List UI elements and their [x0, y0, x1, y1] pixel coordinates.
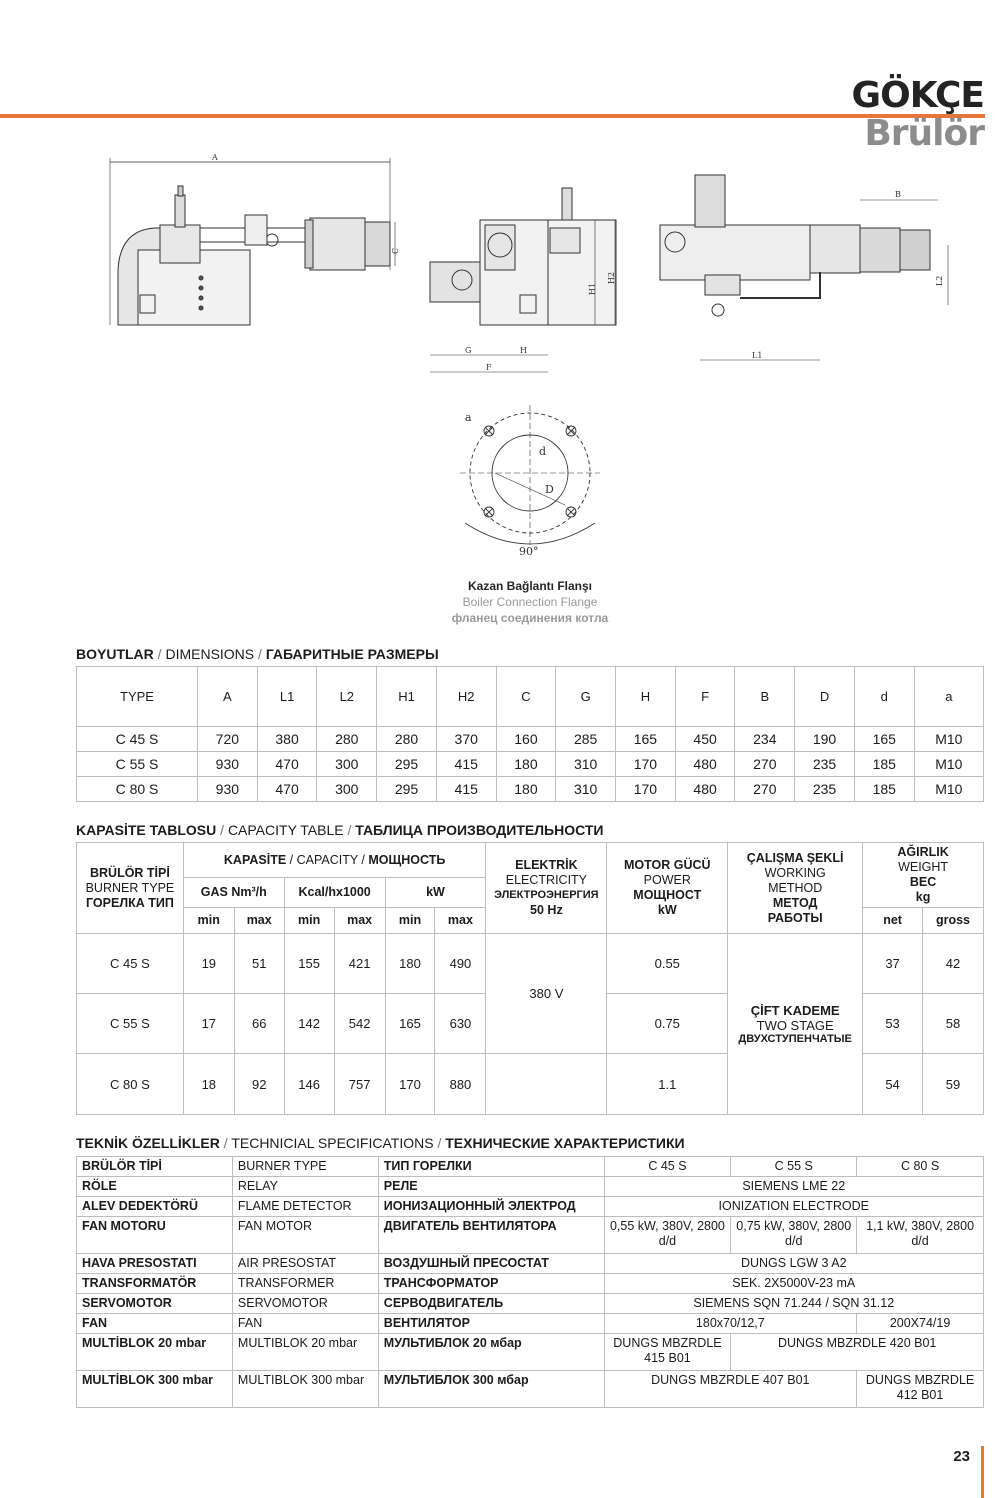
- spec-value: 1,1 kW, 380V, 2800 d/d: [857, 1217, 984, 1254]
- spec-ru: ТРАНСФОРМАТОР: [378, 1274, 604, 1294]
- capacity-table: [76, 842, 984, 1115]
- motor-en: POWER: [643, 873, 691, 887]
- spec-value: DUNGS LGW 3 A2: [604, 1254, 983, 1274]
- table-cell: 92: [234, 1054, 284, 1115]
- table-cell: 51: [234, 934, 284, 994]
- table-cell: M10: [914, 727, 983, 752]
- spec-ru: РЕЛЕ: [378, 1177, 604, 1197]
- table-cell: 930: [198, 752, 258, 777]
- electricity-header: [486, 843, 607, 934]
- dimensions-table: [76, 666, 984, 802]
- table-cell: 37: [863, 934, 923, 994]
- stage-tr: ÇİFT KADEME: [750, 1003, 840, 1018]
- flange-label-d: d: [539, 445, 547, 458]
- table-cell: 234: [735, 727, 795, 752]
- table-cell: 165: [854, 727, 914, 752]
- table-cell: C 45 S: [77, 727, 198, 752]
- table-cell: 310: [556, 777, 616, 802]
- working-ru2: РАБОТЫ: [767, 910, 823, 925]
- table-row: [77, 1177, 984, 1197]
- spec-value: 200X74/19: [857, 1314, 984, 1334]
- label-f: F: [486, 363, 492, 372]
- table-row: [77, 1274, 984, 1294]
- spec-value: DUNGS MBZRDLE 415 B01: [604, 1334, 731, 1371]
- table-cell: 1.1: [607, 1054, 728, 1115]
- table-cell: 757: [334, 1054, 385, 1115]
- min-label: min: [284, 908, 334, 934]
- weight-tr: AĞIRLIK: [897, 845, 949, 859]
- specs-title-ru: ТЕХНИЧЕСКИЕ ХАРАКТЕРИСТИКИ: [445, 1135, 685, 1151]
- table-cell: 59: [923, 1054, 984, 1115]
- table-row: [77, 727, 984, 752]
- specs-title: TEKNİK ÖZELLİKLER / TECHNICIAL SPECIFICATIONS / ТЕХНИЧЕСКИЕ ХАРАКТЕРИСТИКИ: [76, 1135, 685, 1151]
- spec-tr: RÖLE: [77, 1177, 233, 1197]
- spec-value: DUNGS MBZRDLE 412 B01: [857, 1371, 984, 1408]
- dim-header: a: [914, 667, 983, 727]
- table-cell: 295: [377, 777, 437, 802]
- spec-en: TRANSFORMER: [232, 1274, 378, 1294]
- capacity-title-en: CAPACITY TABLE: [227, 822, 344, 838]
- table-cell: 421: [334, 934, 385, 994]
- dim-header: G: [556, 667, 616, 727]
- label-h: H: [520, 346, 527, 355]
- dim-header: B: [735, 667, 795, 727]
- table-cell: 270: [735, 752, 795, 777]
- table-row: [77, 1314, 984, 1334]
- caption-ru: фланец соединения котла: [451, 611, 609, 625]
- table-cell: 415: [436, 752, 496, 777]
- kw-unit: kW: [385, 878, 486, 908]
- table-cell: 165: [616, 727, 676, 752]
- table-cell: 19: [183, 934, 234, 994]
- table-cell: 53: [863, 994, 923, 1054]
- capacity-head-en: CAPACITY: [296, 852, 358, 867]
- electricity-ru: ЭЛЕКТРОЭНЕРГИЯ: [494, 889, 599, 901]
- spec-value: 0,75 kW, 380V, 2800 d/d: [731, 1217, 857, 1254]
- logo-bottom: Brülör: [864, 113, 984, 154]
- table-cell: C 45 S: [77, 934, 184, 994]
- spec-ru: ИОНИЗАЦИОННЫЙ ЭЛЕКТРОД: [378, 1197, 604, 1217]
- dim-header: TYPE: [77, 667, 198, 727]
- spec-en: RELAY: [232, 1177, 378, 1197]
- table-cell: 280: [317, 727, 377, 752]
- table-cell: 0.55: [607, 934, 728, 994]
- spec-tr: TRANSFORMATÖR: [77, 1274, 233, 1294]
- table-cell: 880: [435, 1054, 486, 1115]
- table-cell: M10: [914, 752, 983, 777]
- table-row: [77, 1294, 984, 1314]
- burner-type-tr: BRÜLÖR TİPİ: [89, 865, 170, 880]
- flange-angle: 90°: [519, 545, 539, 558]
- spec-tr: SERVOMOTOR: [77, 1294, 233, 1314]
- spec-ru: ТИП ГОРЕЛКИ: [378, 1157, 604, 1177]
- table-cell: 235: [795, 752, 855, 777]
- label-b: B: [895, 190, 901, 199]
- dimensions-header-row: [77, 667, 984, 727]
- motor-unit: kW: [657, 903, 677, 917]
- table-cell: C 80 S: [77, 777, 198, 802]
- table-cell: 170: [616, 777, 676, 802]
- spec-value: C 55 S: [731, 1157, 857, 1177]
- capacity-title-tr: KAPASİTE TABLOSU: [76, 822, 217, 838]
- flange-label-a: a: [465, 411, 472, 424]
- weight-unit: kg: [915, 890, 931, 904]
- dim-header: F: [675, 667, 735, 727]
- table-cell: 0.75: [607, 994, 728, 1054]
- spec-tr: FAN MOTORU: [77, 1217, 233, 1254]
- motor-tr: MOTOR GÜCÜ: [623, 858, 711, 872]
- dim-header: H1: [377, 667, 437, 727]
- spec-en: FLAME DETECTOR: [232, 1197, 378, 1217]
- table-row: [77, 1254, 984, 1274]
- table-cell: 146: [284, 1054, 334, 1115]
- caption-en: Boiler Connection Flange: [462, 595, 598, 609]
- working-tr: ÇALIŞMA ŞEKLİ: [746, 850, 844, 865]
- table-cell: 165: [385, 994, 435, 1054]
- table-cell: 142: [284, 994, 334, 1054]
- table-cell: C 55 S: [77, 994, 184, 1054]
- label-a: A: [212, 153, 218, 162]
- spec-value: C 80 S: [857, 1157, 984, 1177]
- dim-header: C: [496, 667, 556, 727]
- working-ru1: МЕТОД: [772, 895, 818, 910]
- burner-type-en: BURNER TYPE: [85, 880, 175, 895]
- label-g: G: [465, 346, 472, 355]
- side-view-drawing: [110, 153, 400, 325]
- max-label: max: [435, 908, 486, 934]
- specs-table: [76, 1156, 984, 1408]
- table-cell: 185: [854, 752, 914, 777]
- table-cell: 190: [795, 727, 855, 752]
- specs-title-tr: TEKNİK ÖZELLİKLER: [76, 1135, 220, 1151]
- dimensions-title: BOYUTLAR / DIMENSIONS / ГАБАРИТНЫЕ РАЗМЕРЫ: [76, 646, 439, 662]
- dim-header: d: [854, 667, 914, 727]
- table-cell: 470: [257, 777, 317, 802]
- specs-title-en: TECHNICIAL SPECIFICATIONS: [231, 1135, 434, 1151]
- table-cell: C 55 S: [77, 752, 198, 777]
- spec-ru: МУЛЬТИБЛОК 20 мбар: [378, 1334, 604, 1371]
- front-view-drawing: [430, 188, 616, 372]
- stage-ru: ДВУХСТУПЕНЧАТЫЕ: [738, 1033, 852, 1045]
- table-cell: 280: [377, 727, 437, 752]
- table-cell: 58: [923, 994, 984, 1054]
- brand-logo: [851, 75, 984, 154]
- capacity-title: KAPASİTE TABLOSU / CAPACITY TABLE / ТАБЛИЦА ПРОИЗВОДИТЕЛЬНОСТИ: [76, 822, 604, 838]
- electricity-freq: 50 Hz: [530, 903, 563, 917]
- weight-ru: ВЕС: [909, 875, 937, 889]
- table-cell: [486, 1054, 607, 1115]
- spec-tr: HAVA PRESOSTATI: [77, 1254, 233, 1274]
- flange-caption: [400, 578, 660, 626]
- table-cell: 170: [385, 1054, 435, 1115]
- motor-header: [607, 843, 728, 934]
- label-l1: L1: [752, 351, 763, 360]
- table-cell: 300: [317, 752, 377, 777]
- table-cell: 185: [854, 777, 914, 802]
- spec-value: 0,55 kW, 380V, 2800 d/d: [604, 1217, 731, 1254]
- table-cell: 285: [556, 727, 616, 752]
- table-row: [77, 1371, 984, 1408]
- electricity-en: ELECTRICITY: [505, 873, 588, 887]
- dim-header: L1: [257, 667, 317, 727]
- table-row: [77, 752, 984, 777]
- label-h2: H2: [607, 271, 616, 284]
- table-cell: M10: [914, 777, 983, 802]
- dim-header: H: [616, 667, 676, 727]
- table-row: [77, 1334, 984, 1371]
- working-en1: WORKING: [764, 865, 826, 880]
- spec-value: DUNGS MBZRDLE 420 B01: [731, 1334, 984, 1371]
- table-cell: 310: [556, 752, 616, 777]
- spec-tr: MULTİBLOK 300 mbar: [77, 1371, 233, 1408]
- spec-value: SEK. 2X5000V-23 mA: [604, 1274, 983, 1294]
- table-row: [77, 777, 984, 802]
- burner-drawings: [100, 150, 985, 390]
- table-cell: 295: [377, 752, 437, 777]
- table-cell: 470: [257, 752, 317, 777]
- spec-tr: BRÜLÖR TİPİ: [77, 1157, 233, 1177]
- max-label: max: [234, 908, 284, 934]
- capacity-title-ru: ТАБЛИЦА ПРОИЗВОДИТЕЛЬНОСТИ: [355, 822, 604, 838]
- spec-ru: СЕРВОДВИГАТЕЛЬ: [378, 1294, 604, 1314]
- table-cell: 370: [436, 727, 496, 752]
- spec-value: 180x70/12,7: [604, 1314, 857, 1334]
- burner-type-ru: ГОРЕЛКА ТИП: [86, 895, 174, 910]
- working-en2: METHOD: [768, 880, 823, 895]
- dimensions-title-tr: BOYUTLAR: [76, 646, 154, 662]
- table-cell: 630: [435, 994, 486, 1054]
- table-cell: 270: [735, 777, 795, 802]
- logo-top: GÖKÇE: [851, 75, 984, 116]
- table-cell: 930: [198, 777, 258, 802]
- spec-ru: МУЛЬТИБЛОК 300 мбар: [378, 1371, 604, 1408]
- spec-en: FAN: [232, 1314, 378, 1334]
- spec-en: BURNER TYPE: [232, 1157, 378, 1177]
- spec-ru: ВОЗДУШНЫЙ ПРЕСОСТАТ: [378, 1254, 604, 1274]
- min-label: min: [183, 908, 234, 934]
- spec-tr: MULTİBLOK 20 mbar: [77, 1334, 233, 1371]
- weight-en: WEIGHT: [898, 860, 949, 874]
- table-cell: 160: [496, 727, 556, 752]
- label-l2: L2: [935, 275, 944, 286]
- capacity-header: KAPASİTE / CAPACITY / МОЩНОСТЬ: [183, 843, 486, 878]
- dimensions-title-en: DIMENSIONS: [165, 646, 255, 662]
- header-rule: [0, 114, 985, 118]
- spec-value: SIEMENS LME 22: [604, 1177, 983, 1197]
- spec-tr: FAN: [77, 1314, 233, 1334]
- table-cell: 42: [923, 934, 984, 994]
- table-cell: C 80 S: [77, 1054, 184, 1115]
- table-cell: 155: [284, 934, 334, 994]
- table-row: [77, 1217, 984, 1254]
- table-cell: 180: [496, 752, 556, 777]
- table-cell: 180: [385, 934, 435, 994]
- table-cell: 180: [496, 777, 556, 802]
- voltage-cell: 380 V: [486, 934, 607, 1054]
- spec-value: C 45 S: [604, 1157, 731, 1177]
- stage-cell: [728, 934, 863, 1115]
- flange-label-D: D: [545, 483, 554, 496]
- table-cell: 450: [675, 727, 735, 752]
- dimensions-title-ru: ГАБАРИТНЫЕ РАЗМЕРЫ: [265, 646, 439, 662]
- spec-value: SIEMENS SQN 71.244 / SQN 31.12: [604, 1294, 983, 1314]
- max-label: max: [334, 908, 385, 934]
- capacity-head-ru: МОЩНОСТЬ: [368, 852, 446, 867]
- table-cell: 380: [257, 727, 317, 752]
- spec-ru: ВЕНТИЛЯТОР: [378, 1314, 604, 1334]
- table-cell: 300: [317, 777, 377, 802]
- table-row: [77, 1197, 984, 1217]
- spec-en: FAN MOTOR: [232, 1217, 378, 1254]
- spec-ru: ДВИГАТЕЛЬ ВЕНТИЛЯТОРА: [378, 1217, 604, 1254]
- dim-header: D: [795, 667, 855, 727]
- motor-ru: МОЩНОСТ: [633, 888, 702, 902]
- spec-en: SERVOMOTOR: [232, 1294, 378, 1314]
- min-label: min: [385, 908, 435, 934]
- gas-unit: GAS Nm³/h: [183, 878, 284, 908]
- caption-tr: Kazan Bağlantı Flanşı: [467, 579, 593, 593]
- flange-drawing: [455, 405, 615, 570]
- kcal-unit: Kcal/hx1000: [284, 878, 385, 908]
- gross-label: gross: [923, 908, 984, 934]
- table-cell: 235: [795, 777, 855, 802]
- table-cell: 17: [183, 994, 234, 1054]
- dim-header: A: [198, 667, 258, 727]
- table-cell: 490: [435, 934, 486, 994]
- label-h1: H1: [588, 282, 597, 295]
- label-c: C: [391, 247, 400, 254]
- page-number: 23: [953, 1448, 970, 1465]
- spec-en: AIR PRESOSTAT: [232, 1254, 378, 1274]
- capacity-header-row: [77, 843, 984, 878]
- spec-en: MULTIBLOK 20 mbar: [232, 1334, 378, 1371]
- page-accent-bar: [981, 1446, 984, 1498]
- burner-type-header: [77, 843, 184, 934]
- table-cell: 66: [234, 994, 284, 1054]
- spec-value: IONIZATION ELECTRODE: [604, 1197, 983, 1217]
- weight-header: [863, 843, 984, 908]
- table-cell: 170: [616, 752, 676, 777]
- table-cell: 415: [436, 777, 496, 802]
- table-row: [77, 934, 984, 994]
- stage-en: TWO STAGE: [756, 1018, 834, 1033]
- capacity-head-tr: KAPASİTE: [223, 852, 287, 867]
- dim-header: L2: [317, 667, 377, 727]
- table-cell: 480: [675, 777, 735, 802]
- electricity-tr: ELEKTRİK: [515, 858, 578, 872]
- spec-en: MULTIBLOK 300 mbar: [232, 1371, 378, 1408]
- top-view-drawing: [660, 175, 948, 360]
- table-cell: 18: [183, 1054, 234, 1115]
- dim-header: H2: [436, 667, 496, 727]
- table-cell: 480: [675, 752, 735, 777]
- table-cell: 720: [198, 727, 258, 752]
- net-label: net: [863, 908, 923, 934]
- table-cell: 542: [334, 994, 385, 1054]
- table-cell: 54: [863, 1054, 923, 1115]
- working-header: [728, 843, 863, 934]
- spec-tr: ALEV DEDEKTÖRÜ: [77, 1197, 233, 1217]
- table-row: [77, 1157, 984, 1177]
- spec-value: DUNGS MBZRDLE 407 B01: [604, 1371, 857, 1408]
